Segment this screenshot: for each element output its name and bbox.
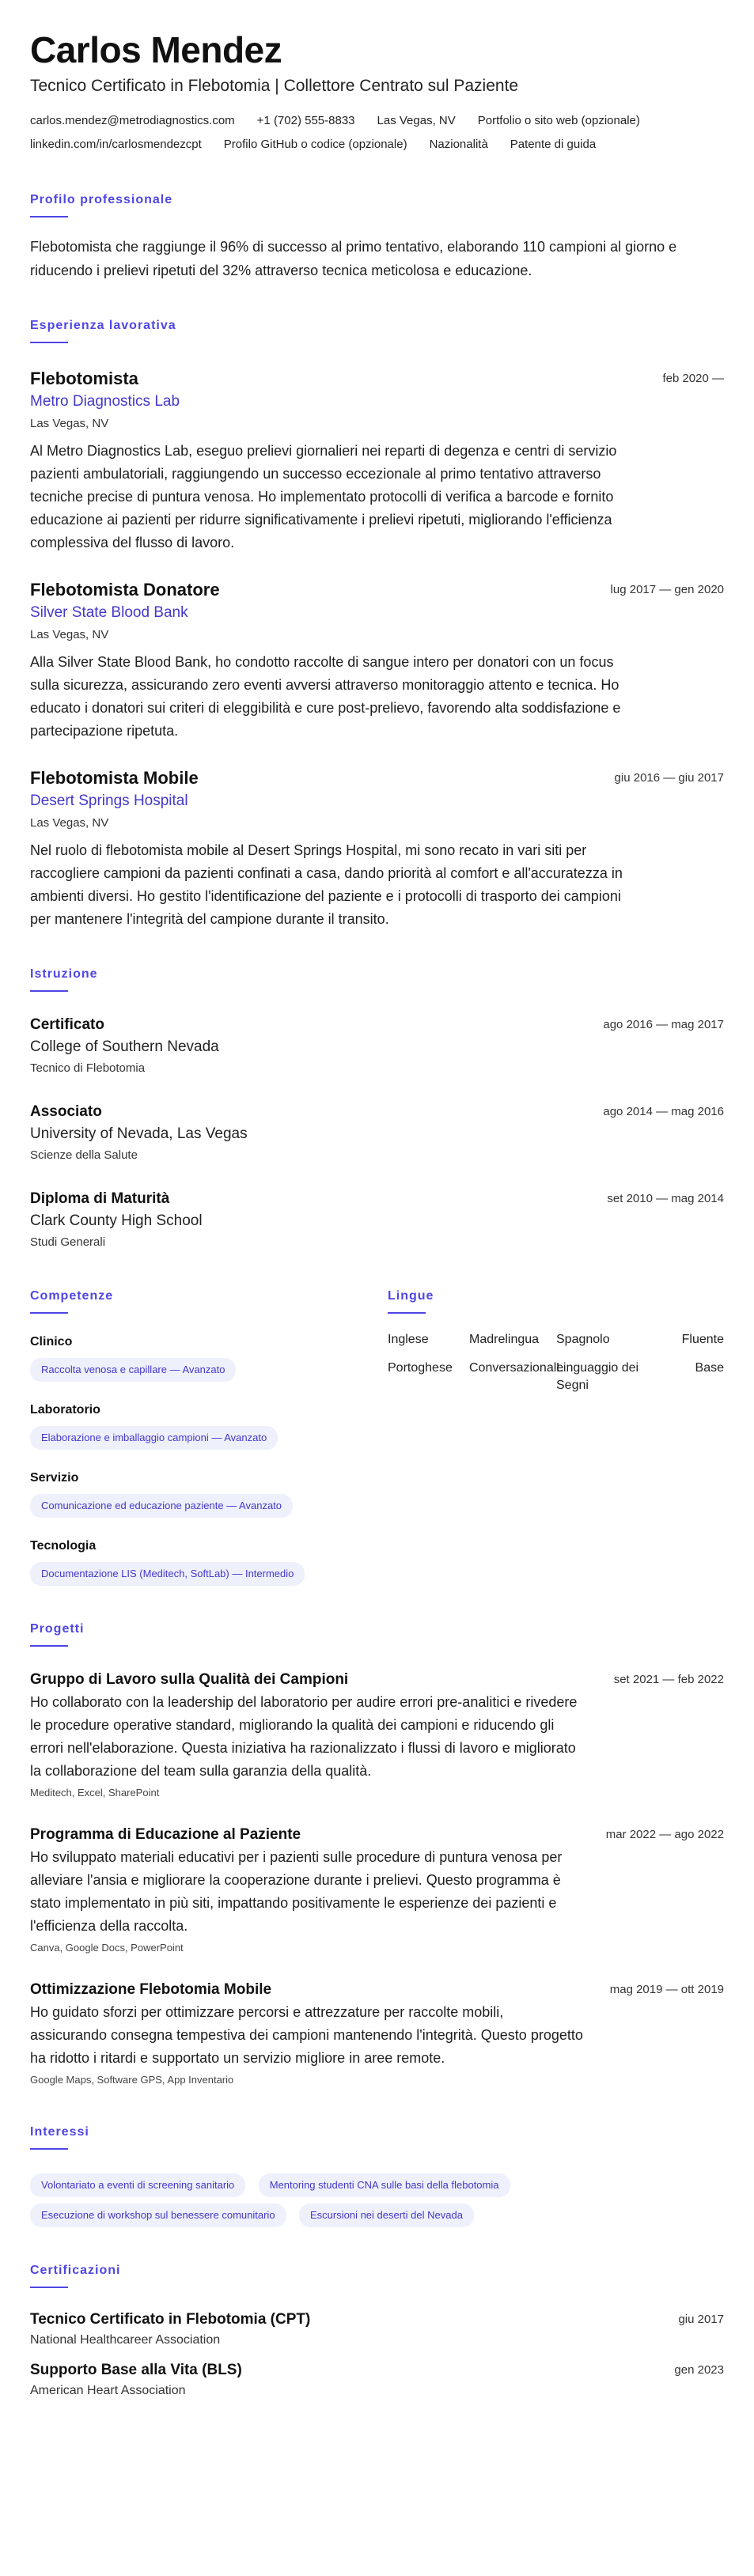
education-section xyxy=(30,966,724,1253)
resume-header xyxy=(30,28,724,157)
job-location: Las Vegas, NV xyxy=(30,628,109,641)
section-title: Progetti xyxy=(30,1622,85,1636)
project-tech: Google Maps, Software GPS, App Inventario xyxy=(30,2074,234,2086)
certification-name: Tecnico Certificato in Flebotomia (CPT) xyxy=(30,2311,311,2328)
skill-group xyxy=(30,1537,388,1586)
section-title: Lingue xyxy=(388,1289,434,1303)
project-tech: Meditech, Excel, SharePoint xyxy=(30,1787,160,1799)
contact-location: Las Vegas, NV xyxy=(377,114,456,127)
section-divider xyxy=(30,216,68,218)
language-level: Conversazionale xyxy=(469,1361,564,1375)
job-location: Las Vegas, NV xyxy=(30,417,109,430)
interest-tag: Volontariato a eventi di screening sanitario xyxy=(30,2173,245,2197)
job-title: Flebotomista xyxy=(30,369,138,388)
language-name: Linguaggio dei Segni xyxy=(556,1361,639,1392)
skill-group xyxy=(30,1333,388,1382)
job-company: Desert Springs Hospital xyxy=(30,792,188,809)
education-date: ago 2016 — mag 2017 xyxy=(603,1018,724,1031)
education-field: Studi Generali xyxy=(30,1235,106,1249)
skill-tag: Comunicazione ed educazione paziente — Avanzato xyxy=(30,1494,293,1518)
section-divider xyxy=(30,1645,68,1647)
skill-group xyxy=(30,1469,388,1518)
job-entry xyxy=(30,367,724,554)
project-tech: Canva, Google Docs, PowerPoint xyxy=(30,1942,184,1954)
project-date: set 2021 — feb 2022 xyxy=(613,1673,724,1686)
project-title: Gruppo di Lavoro sulla Qualità dei Campioni xyxy=(30,1671,349,1688)
job-date: giu 2016 — giu 2017 xyxy=(614,771,724,785)
contact-driving-license: Patente di guida xyxy=(510,138,597,151)
education-school: Clark County High School xyxy=(30,1212,203,1229)
certifications-section xyxy=(30,2262,724,2400)
skill-category: Laboratorio xyxy=(30,1403,100,1417)
education-school: University of Nevada, Las Vegas xyxy=(30,1125,248,1142)
language-level: Fluente xyxy=(681,1333,724,1346)
languages-section xyxy=(388,1288,724,1586)
project-description: Ho guidato sforzi per ottimizzare percorsi e attrezzature per raccolte mobili, assicurando consegna tempestiva dei campioni mantenendo l'integrità. Questo progetto ha ridotto i ritardi e supportato un servizio migliore in aree remote. xyxy=(30,2004,583,2066)
certification-name: Supporto Base alla Vita (BLS) xyxy=(30,2362,242,2378)
skill-tag: Documentazione LIS (Meditech, SoftLab) — Intermedio xyxy=(30,1562,305,1586)
contact-github[interactable]: Profilo GitHub o codice (opzionale) xyxy=(223,138,407,151)
project-date: mag 2019 — ott 2019 xyxy=(609,1983,724,1996)
certification-date: gen 2023 xyxy=(674,2363,724,2377)
summary-section xyxy=(30,191,724,282)
interest-tag: Esecuzione di workshop sul benessere comunitario xyxy=(30,2203,286,2227)
interest-tag: Mentoring studenti CNA sulle basi della flebotomia xyxy=(259,2173,510,2197)
certification-entry xyxy=(30,2309,724,2350)
summary-text: Flebotomista che raggiunge il 96% di successo al primo tentativo, elaborando 110 campioni al giorno e riducendo i prelievi ripetuti del 32% attraverso tecnica meticolosa e educazione. xyxy=(30,239,677,278)
language-name: Portoghese xyxy=(388,1361,453,1375)
contact-list xyxy=(30,109,726,157)
projects-section xyxy=(30,1621,724,2089)
education-degree: Diploma di Maturità xyxy=(30,1190,170,1207)
certification-issuer: National Healthcareer Association xyxy=(30,2333,221,2347)
language-level: Base xyxy=(695,1361,724,1375)
job-entry xyxy=(30,578,724,743)
contact-linkedin[interactable]: linkedin.com/in/carlosmendezcpt xyxy=(30,138,202,151)
project-entry xyxy=(30,1979,724,2089)
section-title: Interessi xyxy=(30,2125,89,2139)
job-location: Las Vegas, NV xyxy=(30,816,109,830)
candidate-headline: Tecnico Certificato in Flebotomia | Collettore Centrato sul Paziente xyxy=(30,77,519,95)
project-title: Programma di Educazione al Paziente xyxy=(30,1826,301,1843)
job-company: Metro Diagnostics Lab xyxy=(30,393,180,410)
language-level: Madrelingua xyxy=(469,1333,540,1346)
section-divider xyxy=(30,990,68,992)
job-date: lug 2017 — gen 2020 xyxy=(610,583,724,596)
education-field: Scienze della Salute xyxy=(30,1148,138,1162)
interest-tag: Escursioni nei deserti del Nevada xyxy=(299,2203,474,2227)
skill-category: Clinico xyxy=(30,1335,73,1349)
project-entry xyxy=(30,1824,724,1957)
job-description: Alla Silver State Blood Bank, ho condotto raccolte di sangue intero per donatori con un focus sulla sicurezza, assicurando zero eventi avversi attraverso monitoraggio attento e tecnica. Ho educato i donatori sui criteri di eleggibilità e cure post-prelievo, favorendo alta soddisfazione e partecipazione ripetuta. xyxy=(30,654,621,739)
project-description: Ho collaborato con la leadership del laboratorio per audire errori pre-analitici e rivedere le procedure operative standard, migliorando la qualità dei campioni e riducendo gli errori nell'elaborazione. Questa iniziativa ha razionalizzato i flussi di lavoro e migliorato la collaborazione del team sulla garanzia della qualità. xyxy=(30,1694,578,1779)
interest-list xyxy=(30,2167,726,2227)
education-date: ago 2014 — mag 2016 xyxy=(603,1105,724,1118)
project-title: Ottimizzazione Flebotomia Mobile xyxy=(30,1981,272,1998)
skill-tag: Raccolta venosa e capillare — Avanzato xyxy=(30,1358,236,1382)
project-description: Ho sviluppato materiali educativi per i pazienti sulle procedure di puntura venosa per alleviare l'ansia e migliorare la cooperazione durante i prelievi. Questo programma è stato implementato in più siti, impattando positivamente le esperienze dei pazienti e l'efficienza della raccolta. xyxy=(30,1849,563,1934)
education-entry xyxy=(30,1188,724,1253)
language-list xyxy=(388,1331,724,1394)
education-field: Tecnico di Flebotomia xyxy=(30,1061,146,1075)
education-entry xyxy=(30,1101,724,1166)
skills-languages-row xyxy=(30,1288,724,1586)
skill-category: Tecnologia xyxy=(30,1539,97,1553)
interests-section xyxy=(30,2124,724,2227)
job-description: Nel ruolo di flebotomista mobile al Desert Springs Hospital, mi sono recato in vari siti per raccogliere campioni da pazienti confinati a casa, dando priorità al comfort e all'accuratezza in ambienti diversi. Ho gestito l'identificazione del paziente e i protocolli di trasporto dei campioni per mantenere l'integrità del campione durante il transito. xyxy=(30,842,623,927)
project-date: mar 2022 — ago 2022 xyxy=(605,1828,724,1841)
skill-tag: Elaborazione e imballaggio campioni — Avanzato xyxy=(30,1426,278,1450)
section-divider xyxy=(30,2287,68,2288)
section-divider xyxy=(30,2148,68,2150)
education-date: set 2010 — mag 2014 xyxy=(607,1192,724,1205)
contact-portfolio[interactable]: Portfolio o sito web (opzionale) xyxy=(477,114,640,127)
section-divider xyxy=(30,342,68,343)
section-title: Istruzione xyxy=(30,967,98,981)
section-divider xyxy=(30,1312,68,1314)
section-divider xyxy=(388,1312,426,1314)
contact-email[interactable]: carlos.mendez@metrodiagnostics.com xyxy=(30,114,235,127)
job-description: Al Metro Diagnostics Lab, eseguo prelievi giornalieri nei reparti di degenza e centri di servizio pazienti ambulatoriali, raggiungendo un successo eccezionale al primo tentativo attraverso tecniche precise di puntura venosa. Ho implementato protocolli di verifica a barcode e fornito educazione ai pazienti per ridurre significativamente i prelievi ripetuti, migliorando l'efficienza complessiva del flusso di lavoro. xyxy=(30,443,617,550)
project-entry xyxy=(30,1669,724,1802)
section-title: Esperienza lavorativa xyxy=(30,319,176,332)
certification-date: giu 2017 xyxy=(678,2313,724,2326)
certification-issuer: American Heart Association xyxy=(30,2384,186,2397)
language-name: Spagnolo xyxy=(556,1333,610,1346)
job-company: Silver State Blood Bank xyxy=(30,604,188,621)
education-school: College of Southern Nevada xyxy=(30,1038,219,1055)
job-title: Flebotomista Mobile xyxy=(30,768,199,788)
section-title: Profilo professionale xyxy=(30,193,173,206)
section-title: Competenze xyxy=(30,1289,114,1303)
language-name: Inglese xyxy=(388,1333,429,1346)
job-title: Flebotomista Donatore xyxy=(30,580,220,600)
skill-category: Servizio xyxy=(30,1471,79,1485)
skill-group xyxy=(30,1401,388,1450)
section-title: Certificazioni xyxy=(30,2264,121,2277)
job-date: feb 2020 — xyxy=(662,372,724,385)
education-entry xyxy=(30,1014,724,1079)
education-degree: Certificato xyxy=(30,1016,104,1033)
education-degree: Associato xyxy=(30,1103,102,1120)
experience-section xyxy=(30,317,724,931)
contact-nationality: Nazionalità xyxy=(429,138,488,151)
contact-phone[interactable]: +1 (702) 555-8833 xyxy=(256,114,355,127)
certification-entry xyxy=(30,2359,724,2400)
skills-section xyxy=(30,1288,388,1586)
candidate-name: Carlos Mendez xyxy=(30,29,282,70)
job-entry xyxy=(30,766,724,931)
